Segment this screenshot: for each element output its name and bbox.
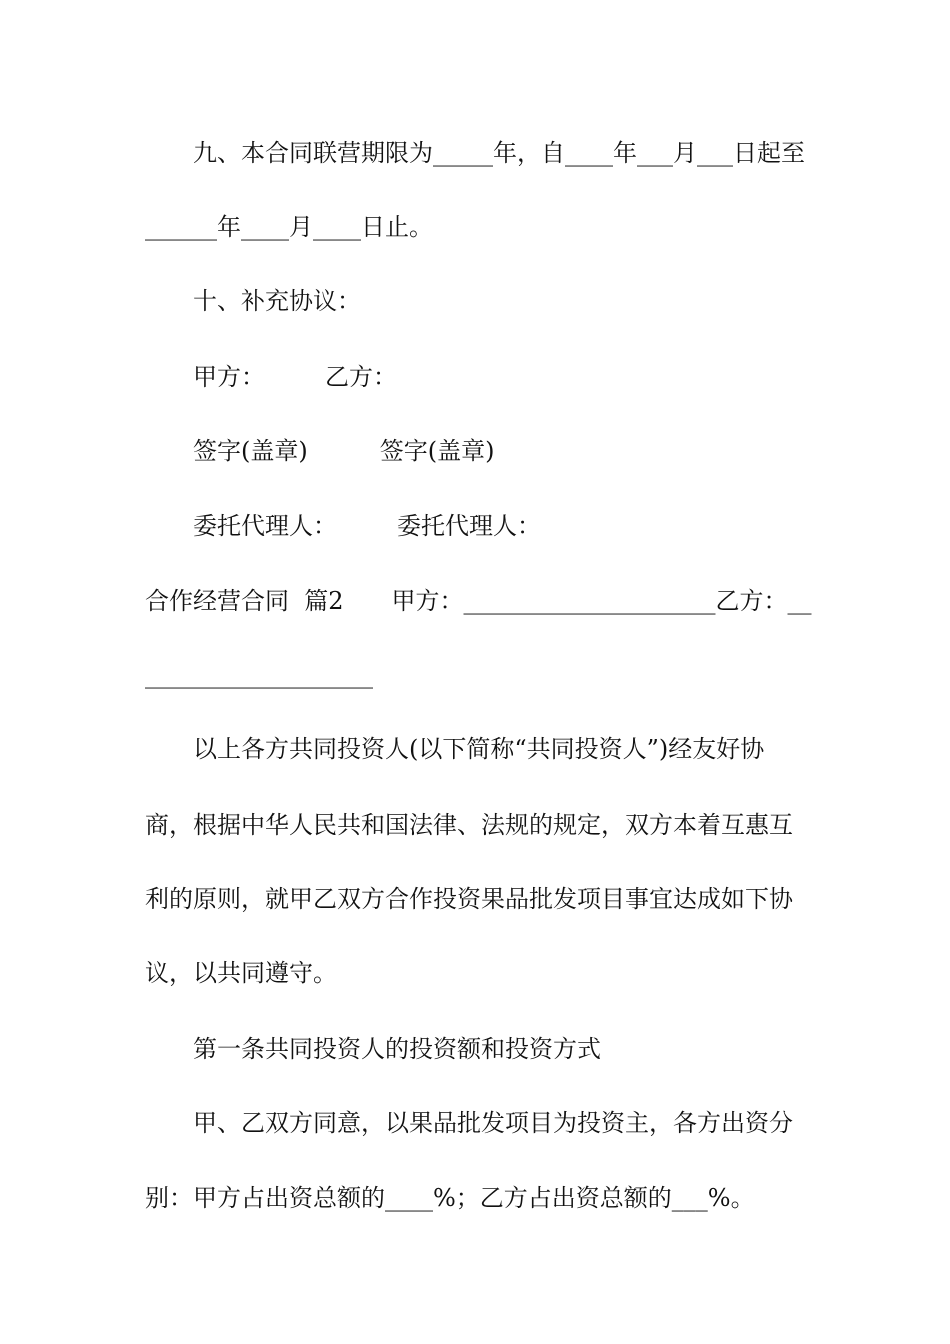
signature-seal-line: 签字(盖章) 签字(盖章) <box>145 437 495 465</box>
party-names-line: 甲方： 乙方： <box>145 363 397 391</box>
clause-10-heading: 十、补充协议： <box>145 287 361 315</box>
agent-line: 委托代理人： 委托代理人： <box>145 512 541 540</box>
article-1-heading: 第一条共同投资人的投资额和投资方式 <box>145 1035 601 1063</box>
contract-2-title-line: 合作经营合同 篇2 甲方：_____________________乙方：__ <box>145 587 812 615</box>
preamble-line-2: 商，根据中华人民共和国法律、法规的规定，双方本着互惠互 <box>145 811 793 839</box>
preamble-line-4: 议，以共同遵守。 <box>145 959 337 987</box>
article-1-line-1: 甲、乙双方同意，以果品批发项目为投资主，各方出资分 <box>145 1109 793 1137</box>
clause-9-term-line-1: 九、本合同联营期限为_____年，自____年___月___日起至 <box>145 139 805 167</box>
blank-underline-line: ___________________ <box>145 661 373 689</box>
preamble-line-1: 以上各方共同投资人(以下简称“共同投资人”)经友好协 <box>145 735 765 763</box>
article-1-line-2: 别：甲方占出资总额的____%；乙方占出资总额的___%。 <box>145 1184 755 1212</box>
clause-9-term-line-2: ______年____月____日止。 <box>145 213 433 241</box>
preamble-line-3: 利的原则，就甲乙双方合作投资果品批发项目事宜达成如下协 <box>145 885 793 913</box>
